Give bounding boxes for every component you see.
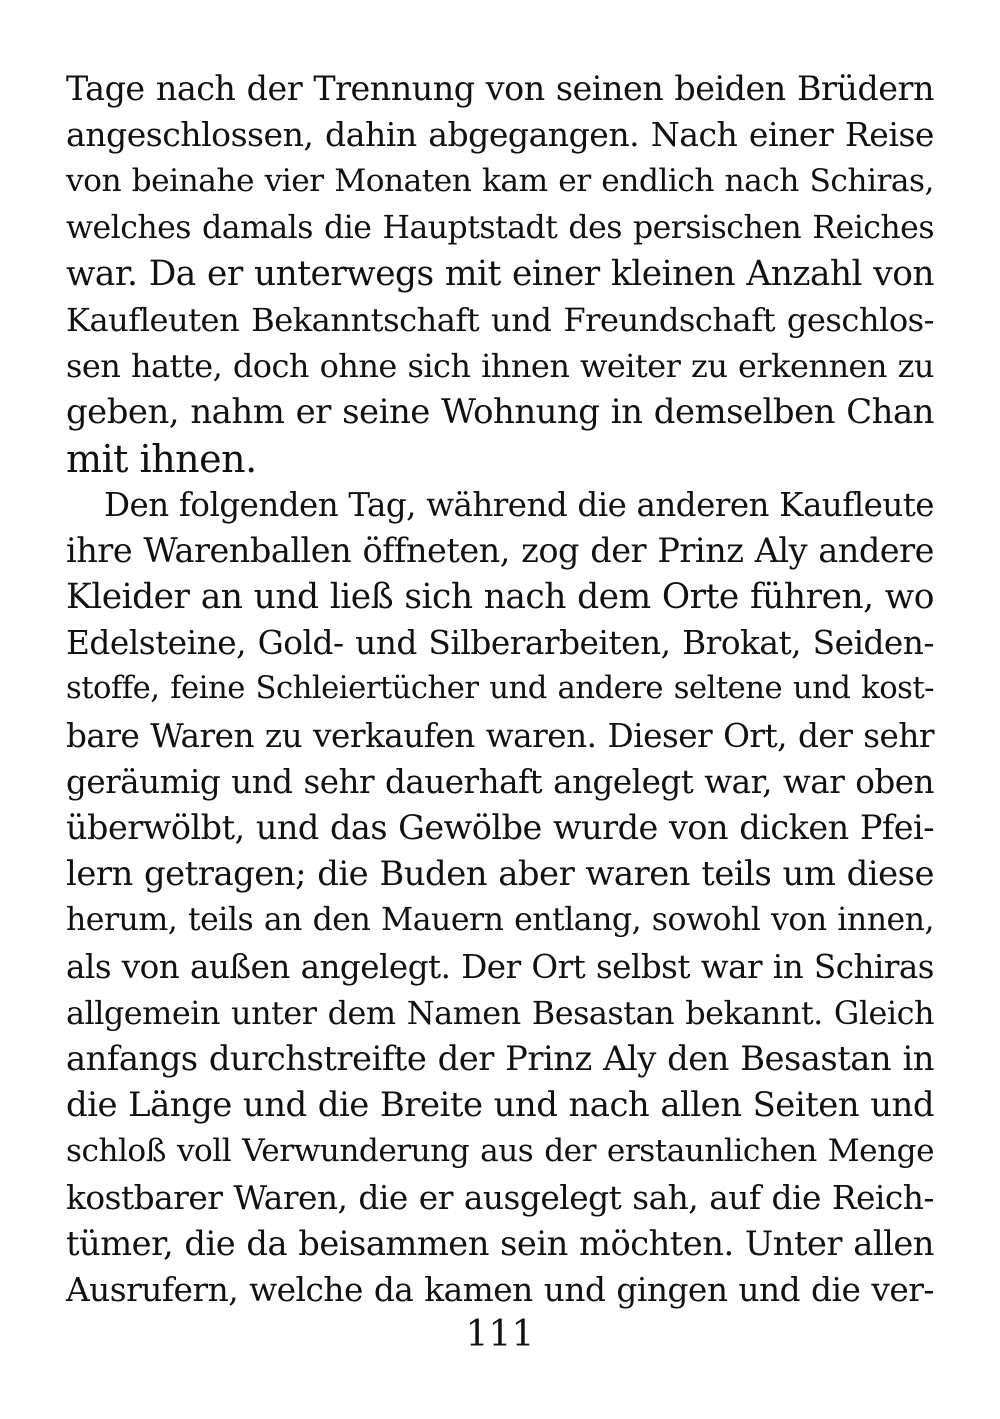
text-line: allgemein unter dem Namen Besastan bekannt. Gleich xyxy=(66,993,934,1032)
text-line: angeschlossen, dahin abgegangen. Nach einer Reise xyxy=(66,115,934,155)
text-line: tümer, die da beisammen sein möchten. Unter allen xyxy=(66,1223,934,1263)
page-number: 111 xyxy=(465,1314,535,1355)
text-line: mit ihnen. xyxy=(66,436,257,481)
text-line: Edelsteine, Gold- und Silberarbeiten, Brokat, Seiden- xyxy=(66,624,934,663)
text-line: Tage nach der Trennung von seinen beiden Brüdern xyxy=(66,69,934,108)
text-line: geräumig und sehr dauerhaft angelegt war, war oben xyxy=(66,762,934,801)
text-line: sen hatte, doch ohne sich ihnen weiter zu erkennen zu xyxy=(66,347,934,386)
text-line: geben, nahm er seine Wohnung in demselben Chan xyxy=(66,392,934,432)
text-line: die Länge und die Breite und nach allen Seiten und xyxy=(66,1085,934,1125)
text-line: welches damals die Hauptstadt des persischen Reiches xyxy=(66,209,934,246)
text-line: Ausrufern, welche da kamen und gingen und die ver- xyxy=(66,1270,934,1309)
text-line: von beinahe vier Monaten kam er endlich nach Schiras, xyxy=(66,163,934,200)
text-line: Den folgenden Tag, während die anderen Kaufleute xyxy=(104,485,934,524)
text-line: anfangs durchstreifte der Prinz Aly den Besastan in xyxy=(66,1038,934,1078)
text-line: herum, teils an den Mauern entlang, sowohl von innen, xyxy=(66,902,934,939)
text-line: schloß voll Verwunderung aus der erstaunlichen Menge xyxy=(66,1133,934,1170)
paragraph-1 xyxy=(66,66,934,482)
paragraph-2 xyxy=(66,482,934,1313)
body-text xyxy=(66,66,934,1313)
text-line: kostbarer Waren, die er ausgelegt sah, auf die Reich- xyxy=(66,1178,934,1217)
text-line: stoffe, feine Schleiertücher und andere seltene und kost- xyxy=(66,671,934,707)
text-line: bare Waren zu verkaufen waren. Dieser Ort, der sehr xyxy=(66,716,934,755)
text-line: als von außen angelegt. Der Ort selbst war in Schiras xyxy=(66,947,934,986)
text-line: Kleider an und ließ sich nach dem Orte führen, wo xyxy=(66,577,934,618)
text-line: war. Da er unterwegs mit einer kleinen Anzahl von xyxy=(66,253,934,294)
text-line: Kaufleuten Bekanntschaft und Freundschaft geschlos- xyxy=(66,300,934,339)
text-line: überwölbt, und das Gewölbe wurde von dicken Pfei- xyxy=(66,808,934,847)
text-line: ihre Warenballen öffneten, zog der Prinz Aly andere xyxy=(66,530,934,570)
text-line: lern getragen; die Buden aber waren teils um diese xyxy=(66,854,934,894)
